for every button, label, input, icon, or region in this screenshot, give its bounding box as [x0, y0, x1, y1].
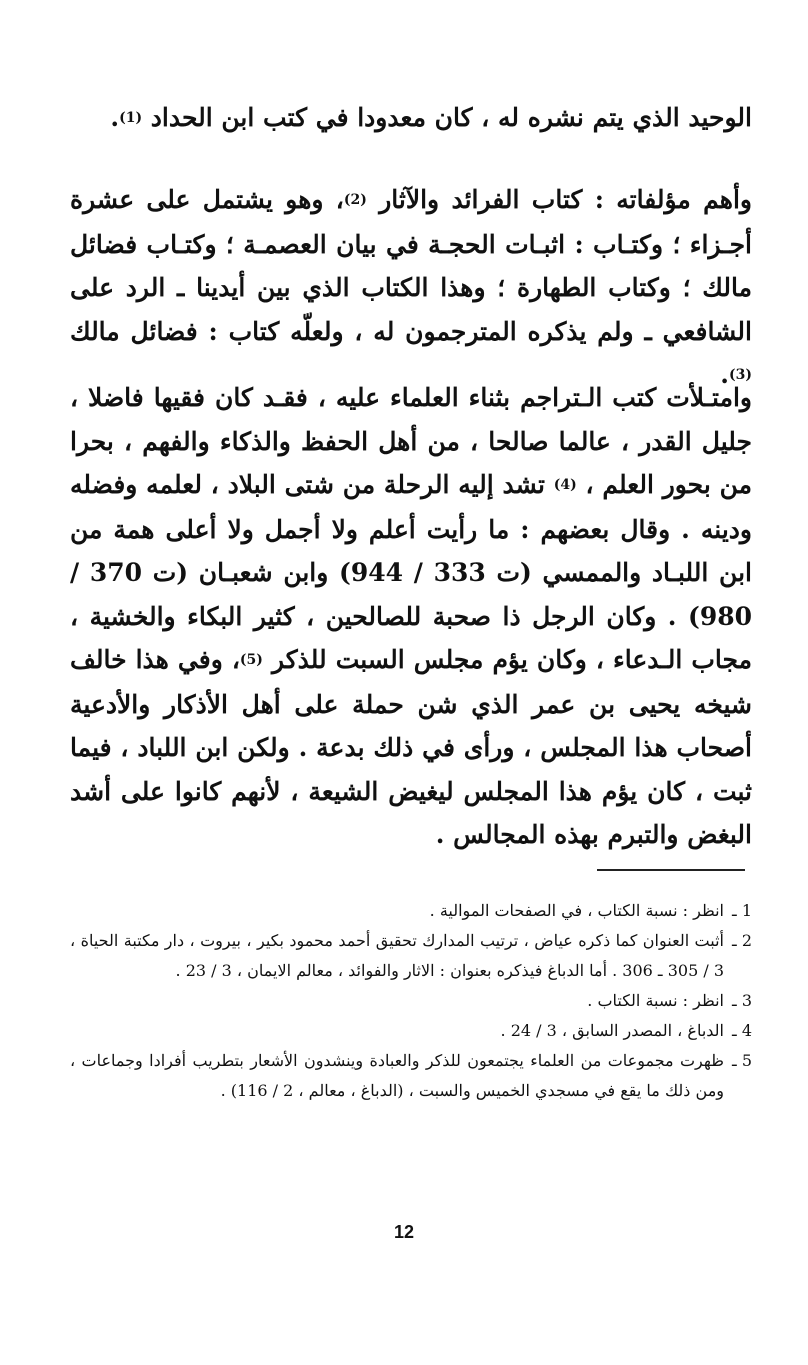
footnotes-list [70, 896, 752, 1106]
footnote-text: أثبت العنوان كما ذكره عياض ، ترتيب المدارك تحقيق أحمد محمود بكير ، بيروت ، دار مكتبة الحياة ، 3 / 305 ـ 306 . أما الدباغ فيذكره بعنوان : الاثار والفوائد ، معالم الايمان ، 3 / 23 . [70, 931, 724, 980]
paragraph-text: الوحيد الذي يتم نشره له ، كان معدودا في كتب ابن الحداد [142, 103, 752, 132]
footnote-text: ظهرت مجموعات من العلماء يجتمعون للذكر والعبادة وينشدون الأشعار بتطريب أفرادا وجماعات ، ومن ذلك ما يقع في مسجدي الخميس والسبت ، (الدباغ ، معالم ، 2 / 116) . [70, 1051, 724, 1100]
paragraph-1 [70, 96, 752, 141]
footnote-item [70, 986, 752, 1016]
footnote-reference-4: (4) [553, 477, 577, 493]
footnote-number: 5 ـ [732, 1051, 752, 1070]
footnote-separator [597, 869, 745, 871]
paragraph-2 [70, 178, 752, 398]
footnote-item [70, 1046, 752, 1106]
footnote-reference-1: (1) [119, 110, 143, 126]
footnote-reference-2: (2) [343, 192, 367, 208]
footnote-number: 3 ـ [732, 991, 752, 1010]
footnote-number: 1 ـ [732, 901, 752, 920]
page-number: 12 [393, 1222, 415, 1242]
footnote-text: انظر : نسبة الكتاب . [587, 991, 724, 1010]
paragraph-text: . [720, 360, 729, 389]
footnote-reference-3: (3) [729, 367, 752, 383]
paragraph-text: . [110, 103, 120, 132]
footnote-number: 2 ـ [732, 931, 752, 950]
paragraph-3 [70, 376, 752, 857]
paragraph-text: ، وفي هذا خالف شيخه يحيى بن عمر الذي شن حملة على أهل الأذكار والأدعية أصحاب هذا المجلس ، ورأى في ذلك بدعة . ولكن ابن اللباد ، فيما ثبت ، كان يؤم هذا المجلس ليغيض الشيعة ، لأنهم كانوا على أشد البغض والتبرم بهذه المجالس . [70, 645, 752, 849]
footnote-item [70, 896, 752, 926]
paragraph-text: تشد إليه الرحلة من شتى البلاد ، لعلمه وفضله ودينه . وقال بعضهم : ما رأيت أعلم ولا أجمل ولا أعلى همة من ابن اللبـاد والممسي (ت 333 / 944) وابن شعبـان (ت 370 / 980) . وكان الرجل ذا صحبة للصالحين ، كثير البكاء والخشية ، مجاب الـدعاء ، وكان يؤم مجلس السبت للذكر [70, 470, 752, 674]
footnote-number: 4 ـ [732, 1021, 752, 1040]
paragraph-text: وأهم مؤلفاته : كتاب الفرائد والآثار [366, 185, 752, 214]
footnote-reference-5: (5) [239, 652, 263, 668]
paragraph-text: وامتـلأت كتب الـتراجم بثناء العلماء عليه ، فقـد كان فقيها فاضلا ، جليل القدر ، عالما صالحا ، من أهل الحفظ والذكاء والفهم ، بحرا من بحور العلم ، [70, 383, 752, 499]
footnote-item [70, 926, 752, 986]
footnote-item [70, 1016, 752, 1046]
paragraph-text: ، وهو يشتمل على عشرة أجـزاء ؛ وكتـاب : اثبـات الحجـة في بيان العصمـة ؛ وكتـاب فضائل مالك ؛ وكتاب الطهارة ؛ وهذا الكتاب الذي بين أيدينا ـ الرد على الشافعي ـ ولم يذكره المترجمون له ، ولعلّه كتاب : فضائل مالك [70, 185, 752, 346]
footnote-text: انظر : نسبة الكتاب ، في الصفحات الموالية . [429, 901, 724, 920]
footnote-text: الدباغ ، المصدر السابق ، 3 / 24 . [500, 1021, 724, 1040]
